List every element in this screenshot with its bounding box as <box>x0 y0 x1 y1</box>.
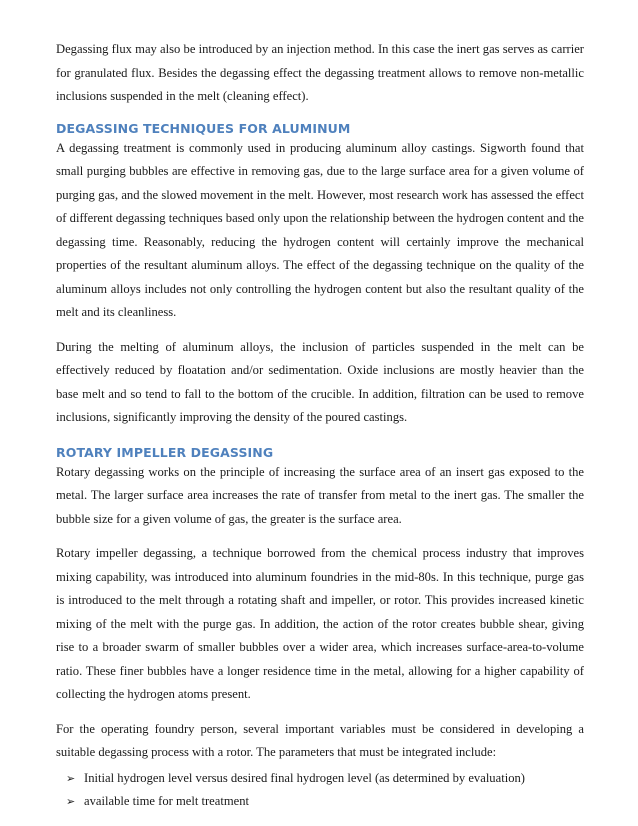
paragraph: A degassing treatment is commonly used in producing aluminum alloy castings. Sigworth found that small purging bubbles are effective in removing gas, due to the large surface area for a given volume of purging gas, and the slowed movement in the melt. However, most research work has assessed the effect of different degassing techniques based only upon the relationship between the hydrogen content and the degassing time. Reasonably, reducing the hydrogen content will certainly improve the mechanical properties of the resultant aluminum alloys. The effect of the degassing technique on the quality of the aluminum alloys includes not only controlling the hydrogen content but also the resultant quality of the melt and its cleanliness. <box>56 140 584 319</box>
list-item <box>66 767 584 791</box>
document-page <box>56 38 584 814</box>
arrow-bullet-icon: ➢ <box>66 795 76 808</box>
paragraph: During the melting of aluminum alloys, the inclusion of particles suspended in the melt can be effectively reduced by floatation and/or sedimentation. Oxide inclusions are mostly heavier than the base melt and so tend to fall to the bottom of the crucible. In addition, filtration can be used to remove inclusions, significantly improving the density of the poured castings. <box>56 339 584 424</box>
section-heading-rotary-impeller: ROTARY IMPELLER DEGASSING <box>56 444 274 460</box>
list-item-text: Initial hydrogen level versus desired final hydrogen level (as determined by evaluation) <box>84 770 525 785</box>
list-item-text: available time for melt treatment <box>84 794 250 808</box>
paragraph: For the operating foundry person, several important variables must be considered in developing a suitable degassing process with a rotor. The parameters that must be integrated include: <box>56 721 584 759</box>
arrow-bullet-icon: ➢ <box>66 771 76 785</box>
parameter-list <box>56 767 584 814</box>
intro-paragraph: Degassing flux may also be introduced by an injection method. In this case the inert gas serves as carrier for granulated flux. Besides the degassing effect the degassing treatment allows to remove non-metallic inclusions suspended in the melt (cleaning effect). <box>56 42 584 103</box>
paragraph: Rotary impeller degassing, a technique borrowed from the chemical process industry that improves mixing capability, was introduced into aluminum foundries in the mid-80s. In this technique, purge gas is introduced to the melt through a rotating shaft and impeller, or rotor. This provides increased kinetic mixing of the melt with the purge gas. In addition, the action of the rotor creates bubble shear, giving rise to a broader swarm of smaller bubbles over a wider area, which increases surface-area-to-volume ratio. These finer bubbles have a longer residence time in the metal, allowing for a higher capability of collecting the hydrogen atoms present. <box>56 546 584 701</box>
section-heading-degassing-techniques: DEGASSING TECHNIQUES FOR ALUMINUM <box>56 120 351 136</box>
paragraph: Rotary degassing works on the principle of increasing the surface area of an insert gas exposed to the metal. The larger surface area increases the rate of transfer from metal to the inert gas. The smaller the bubble size for a given volume of gas, the greater is the surface area. <box>56 464 584 526</box>
list-item <box>66 790 584 814</box>
